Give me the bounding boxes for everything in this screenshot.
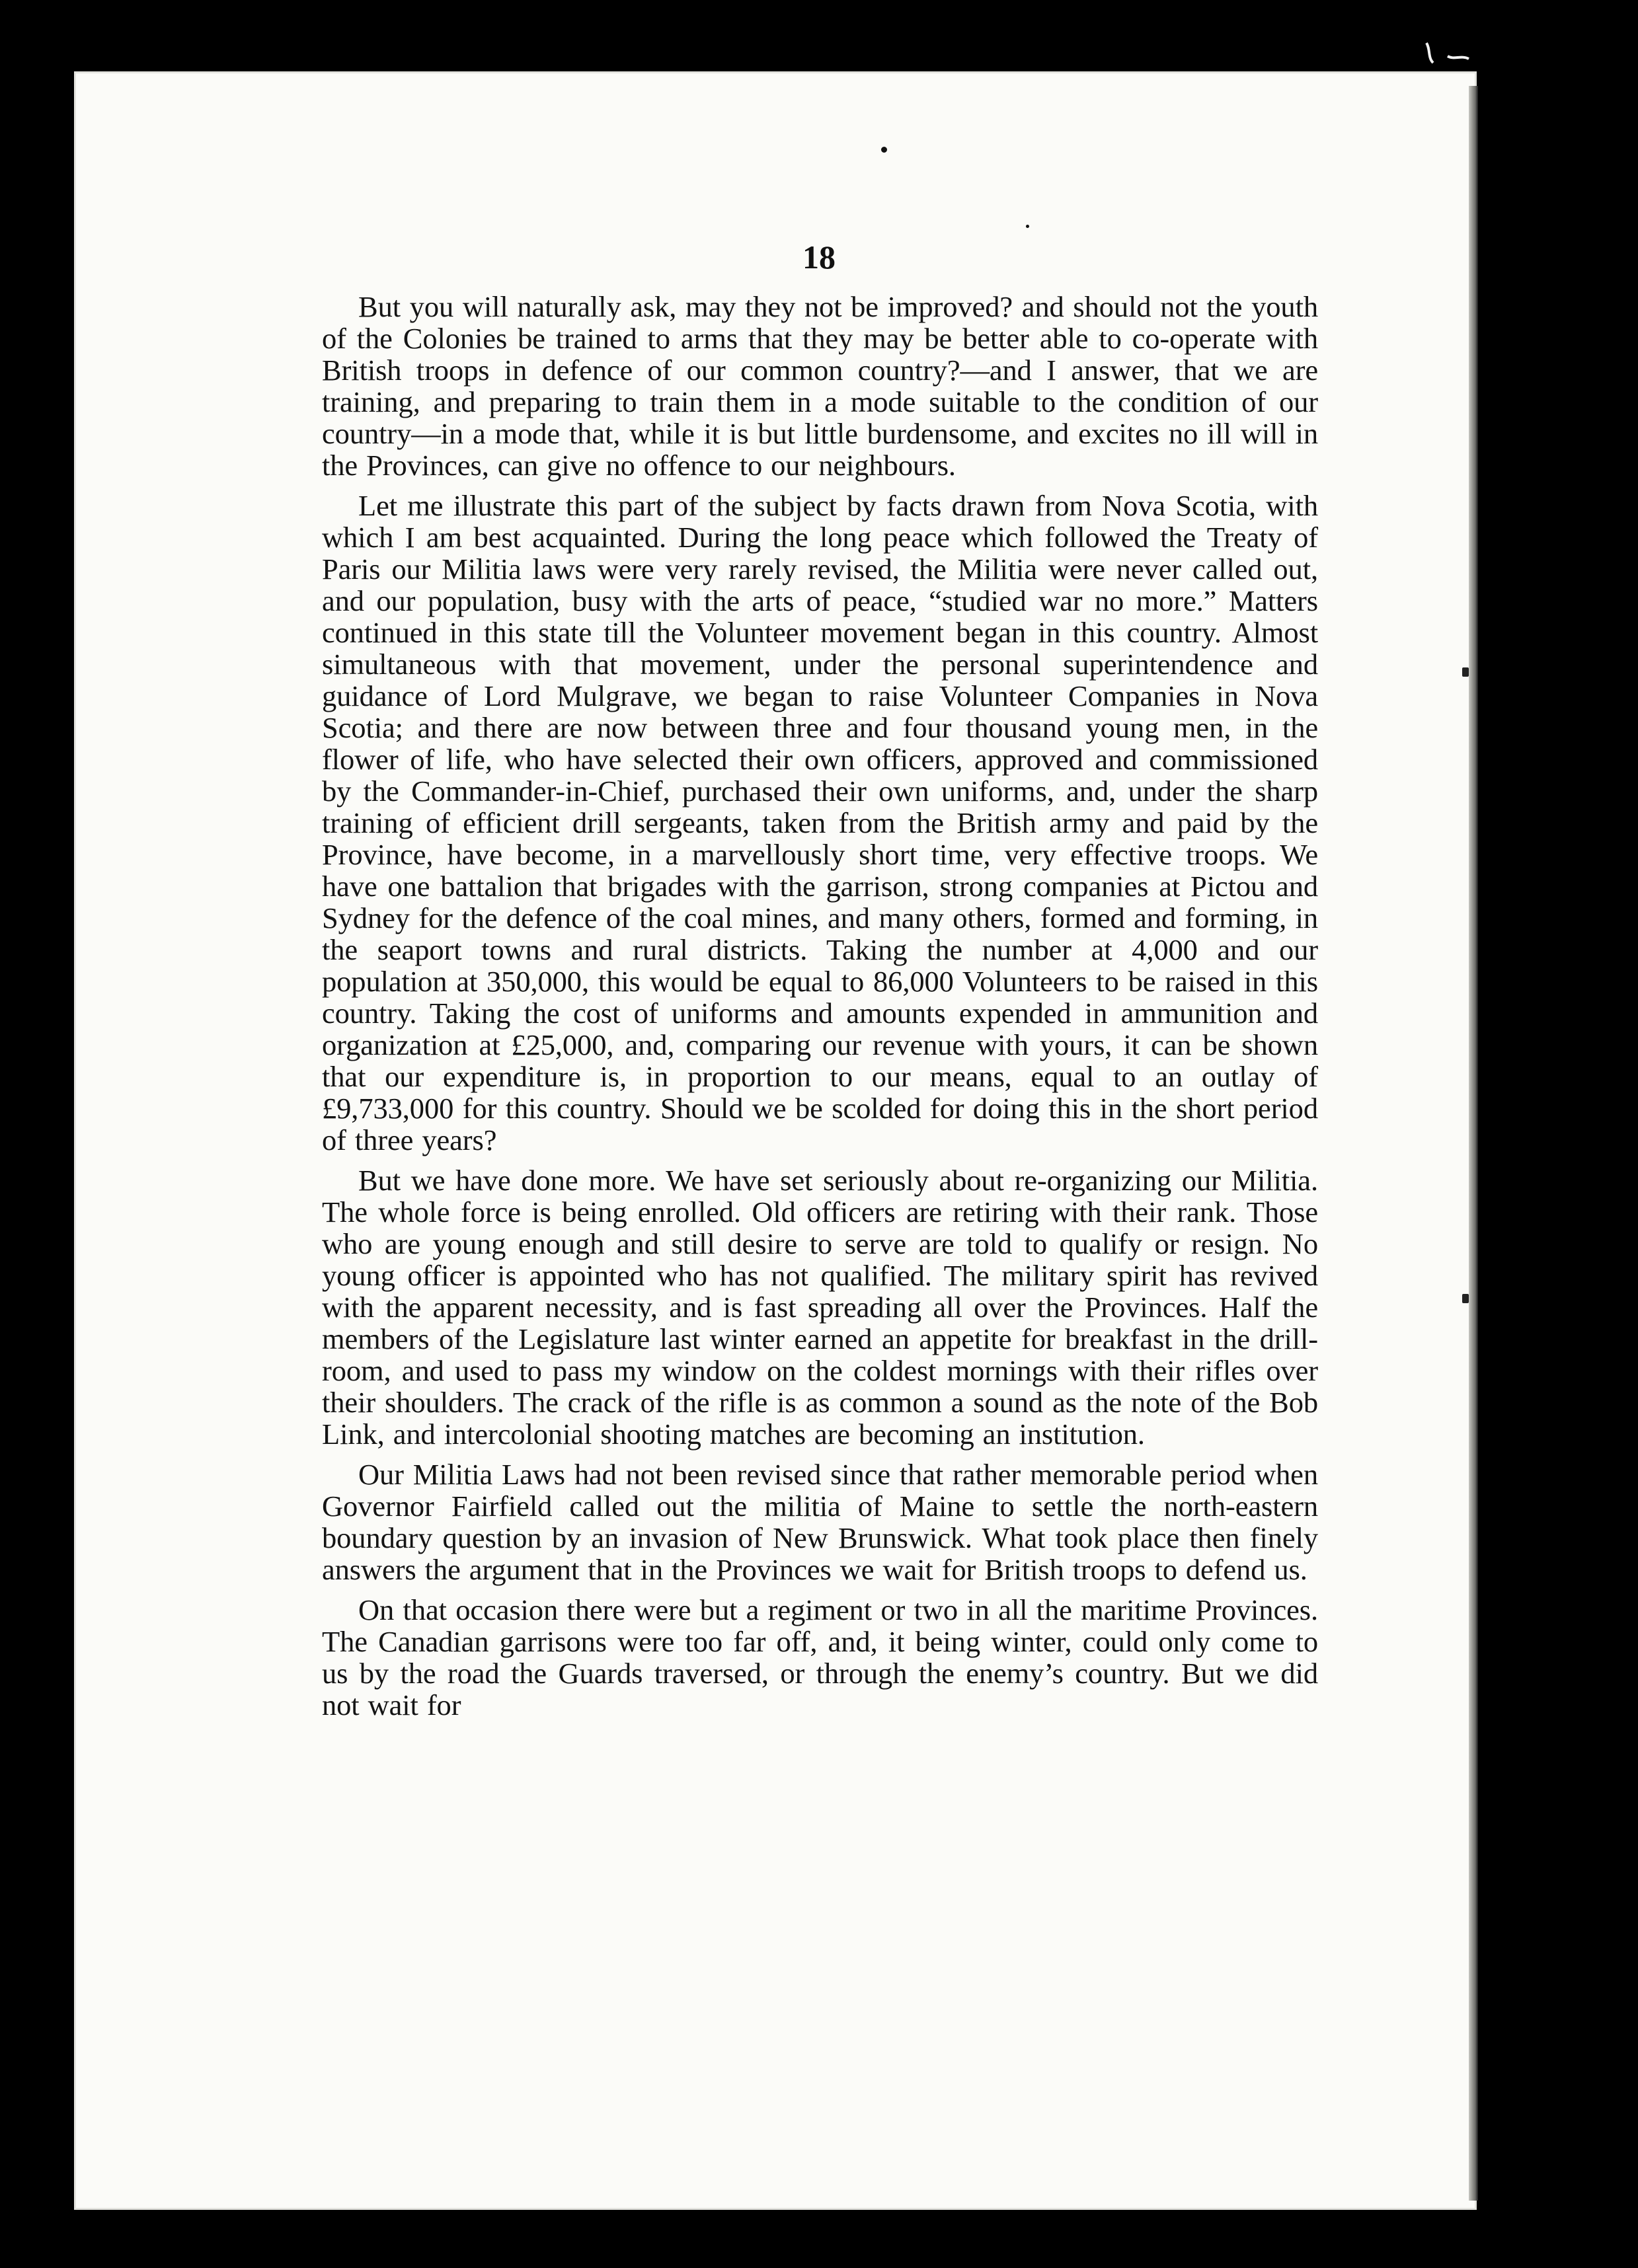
page-number: 18 [802, 239, 836, 276]
paragraph: On that occasion there were but a regiment or two in all the maritime Provinces. The Canadian garrisons were too far off, and, it being winter, could only come to us by the road the Guards traversed, or through the enemy’s country. But we did not wait for [322, 1593, 1318, 1721]
edge-ink-mark [1462, 1294, 1469, 1303]
corner-ink-mark [1421, 36, 1481, 69]
ink-speck [1026, 225, 1029, 228]
paragraph: Our Militia Laws had not been revised since that rather memorable period when Governor Fairfield called out the militia of Maine to settle the north-eastern boundary question by an invasion of New Brunswick. What took place then finely answers the argument that in the Provinces we wait for British troops to defend us. [322, 1458, 1318, 1586]
paragraph: Let me illustrate this part of the subject by facts drawn from Nova Scotia, with which I am best acquainted. During the long peace which followed the Treaty of Paris our Militia laws were very rarely revised, the Militia were never called out, and our population, busy with the arts of peace, “studied war no more.” Matters continued in this state till the Volunteer movement began in this country. Almost simultaneous with that movement, under the personal superintendence and guidance of Lord Mulgrave, we began to raise Volunteer Companies in Nova Scotia; and there are now between three and four thousand young men, in the flower of life, who have selected their own officers, approved and commissioned by the Commander-in-Chief, purchased their own uniforms, and, under the sharp training of efficient drill sergeants, taken from the British army and paid by the Province, have become, in a marvellously short time, very effective troops. We have one battalion that brigades with the garrison, strong companies at Pictou and Sydney for the defence of the coal mines, and many others, formed and forming, in the seaport towns and rural districts. Taking the number at 4,000 and our population at 350,000, this would be equal to 86,000 Volunteers to be raised in this country. Taking the cost of uniforms and amounts expended in ammunition and organization at £25,000, and, comparing our revenue with yours, it can be shown that our expenditure is, in proportion to our means, equal to an outlay of £9,733,000 for this country. Should we be scolded for doing this in the short period of three years? [322, 489, 1318, 1156]
edge-ink-mark [1462, 667, 1469, 677]
body-text [322, 291, 1318, 1729]
page-edge-shadow [1469, 86, 1478, 2201]
ink-speck [881, 147, 887, 153]
paragraph: But we have done more. We have set seriously about re-organizing our Militia. The whole force is being enrolled. Old officers are retiring with their rank. Those who are young enough and still desire to serve are told to qualify or resign. No young officer is appointed who has not qualified. The military spirit has revived with the apparent necessity, and is fast spreading all over the Provinces. Half the members of the Legislature last winter earned an appetite for breakfast in the drill-room, and used to pass my window on the coldest mornings with their rifles over their shoulders. The crack of the rifle is as common a sound as the note of the Bob Link, and intercolonial shooting matches are becoming an institution. [322, 1164, 1318, 1451]
paragraph: But you will naturally ask, may they not be improved? and should not the youth of the Colonies be trained to arms that they may be better able to co-operate with British troops in defence of our common country?—and I answer, that we are training, and preparing to train them in a mode suitable to the condition of our country—in a mode that, while it is but little burdensome, and excites no ill will in the Provinces, can give no offence to our neighbours. [322, 290, 1318, 482]
